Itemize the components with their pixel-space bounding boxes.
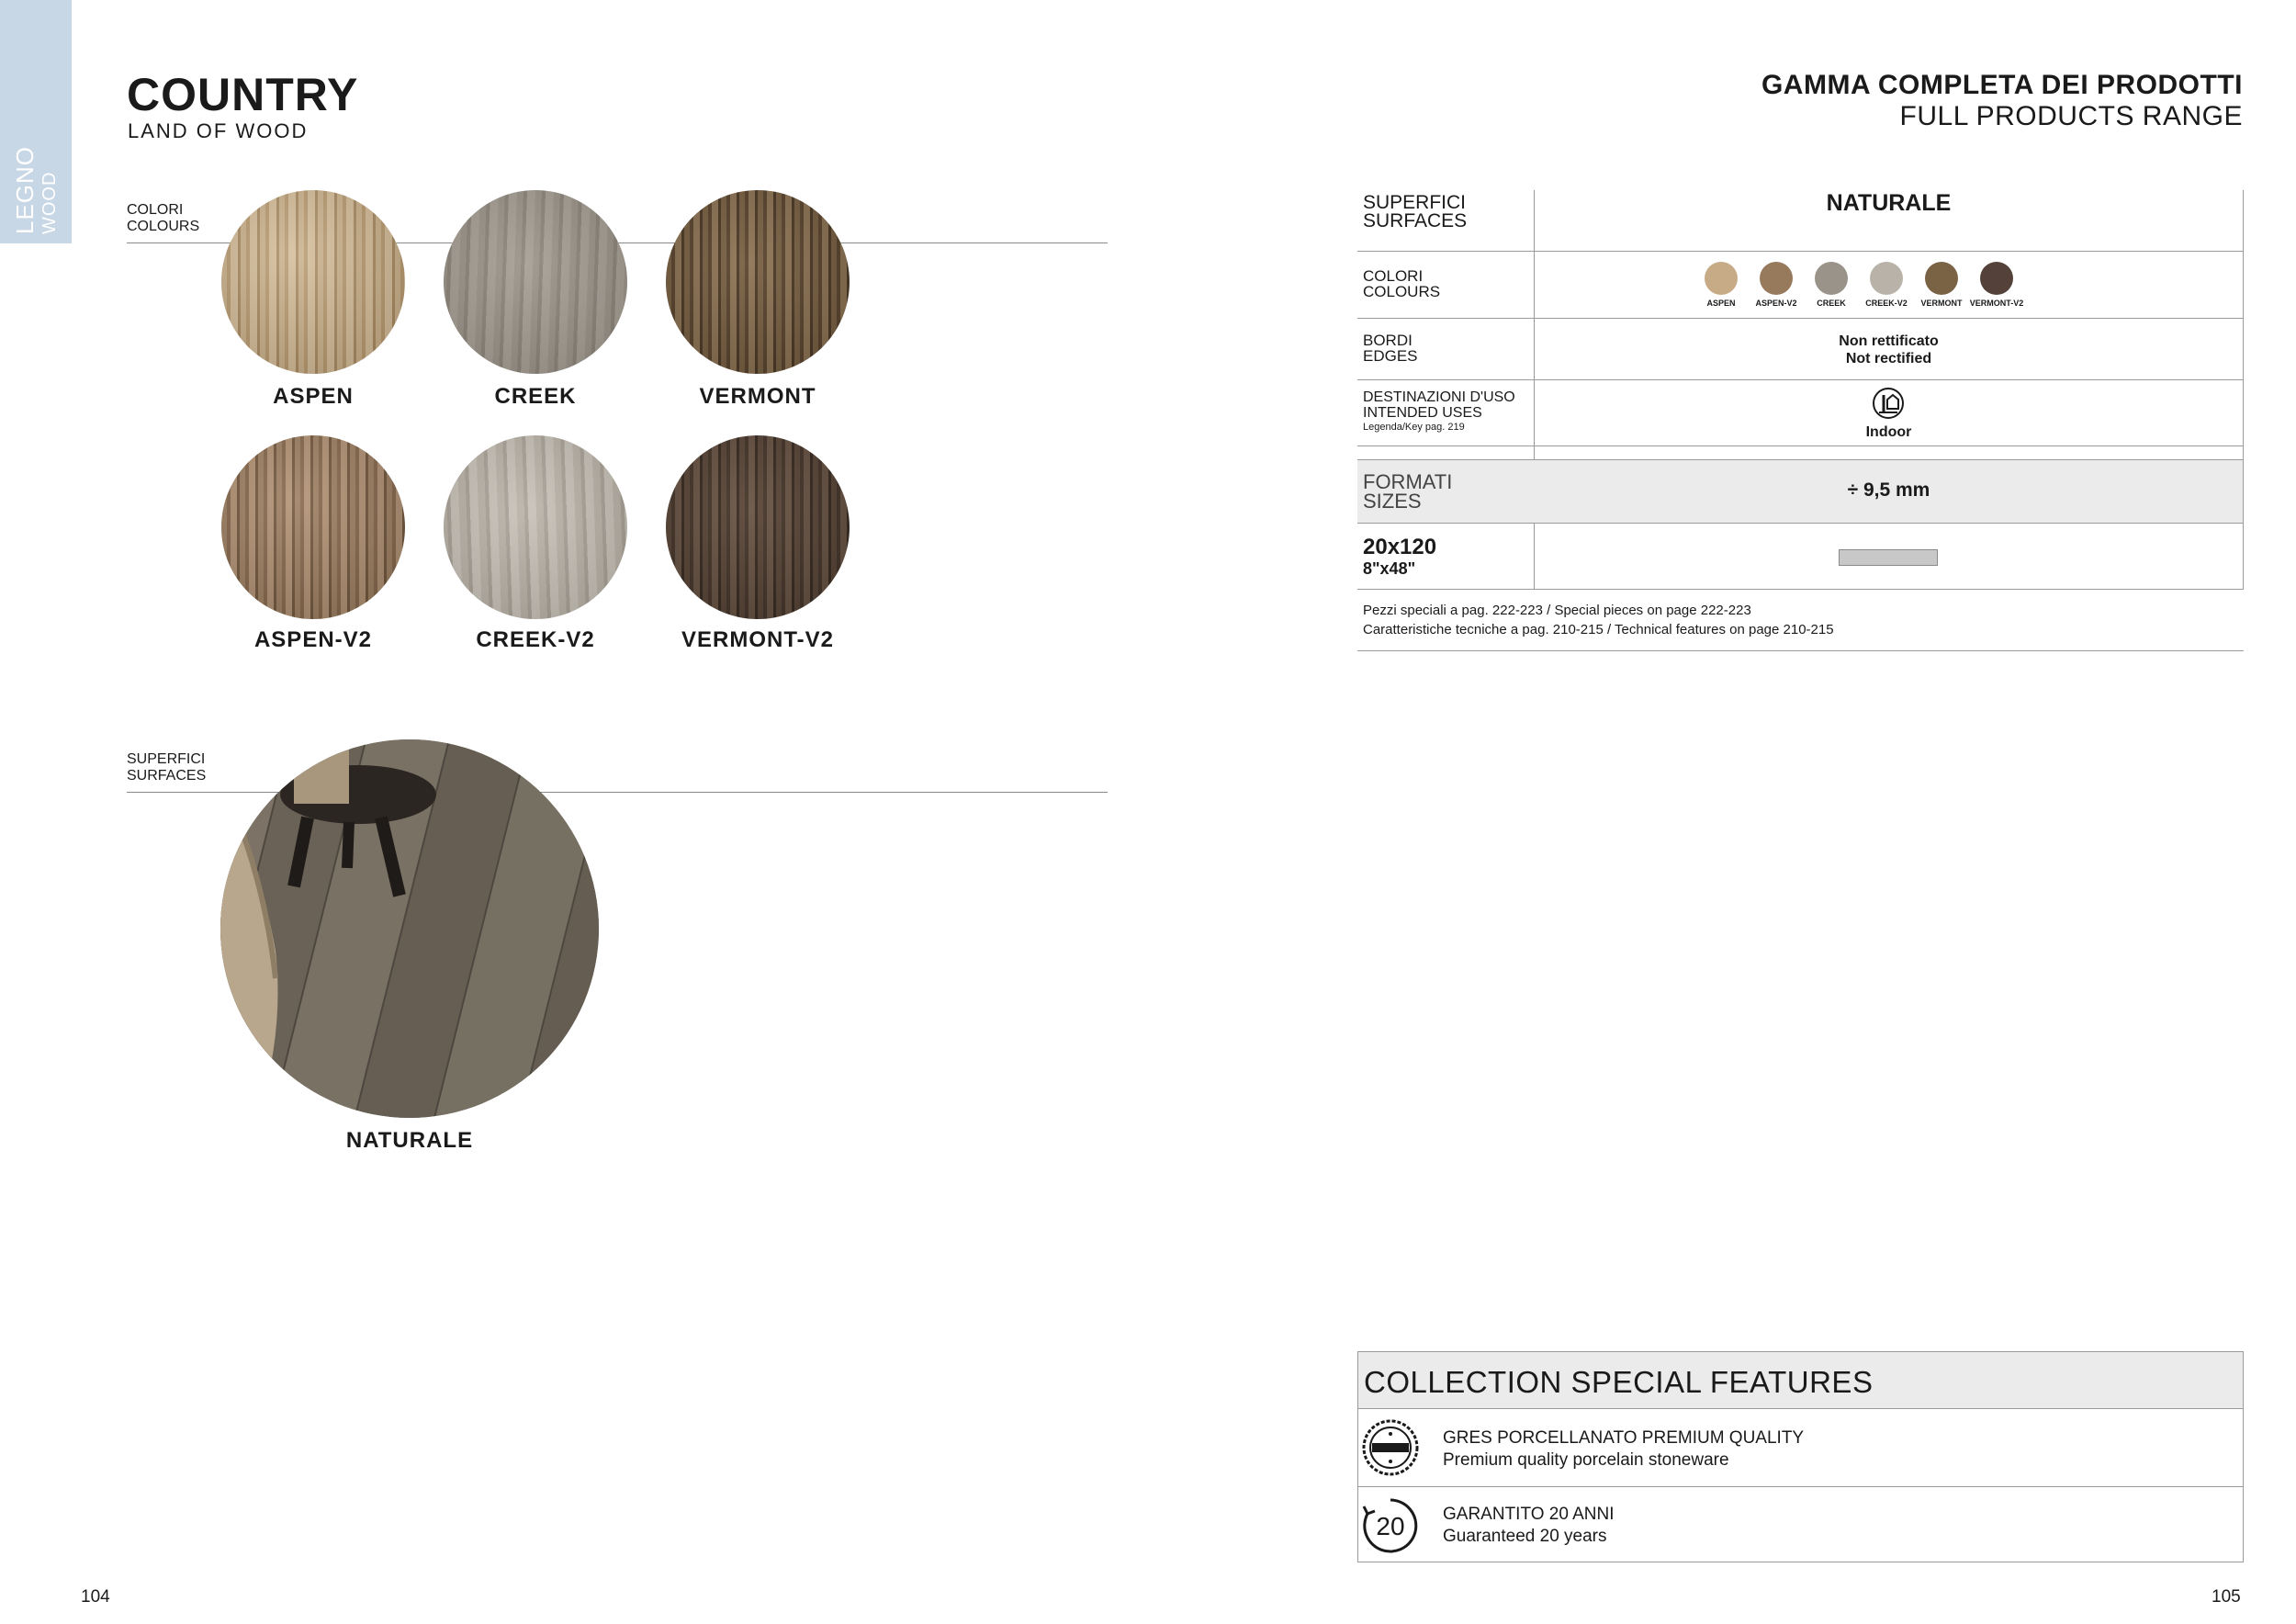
colour-dot-aspen	[1705, 262, 1738, 295]
range-title-it: GAMMA COMPLETA DEI PRODOTTI	[1761, 70, 2243, 100]
page-number-left: 104	[81, 1587, 110, 1607]
premium-quality-badge-icon	[1362, 1419, 1419, 1476]
colour-dot-label: VERMONT	[1920, 299, 1963, 308]
table-rule	[1357, 523, 2244, 524]
20-years-guarantee-icon	[1362, 1497, 1419, 1554]
range-title	[1761, 70, 2243, 132]
table-rule	[1357, 318, 2244, 319]
uses-row-label: DESTINAZIONI D'USO INTENDED USES Legenda/Key pag. 219	[1363, 389, 1515, 433]
edges-value: Non rettificato Not rectified	[1839, 333, 1939, 367]
swatch-label-vermont: VERMONT	[699, 384, 816, 409]
colour-dot-creek-v2	[1870, 262, 1903, 295]
category-label-en: WOOD	[39, 171, 60, 234]
surface-label-naturale: NATURALE	[345, 1128, 474, 1153]
surfaces-section-label: SUPERFICI SURFACES	[127, 751, 207, 784]
colour-dot-label: ASPEN	[1706, 299, 1736, 308]
colour-dot-label: CREEK	[1817, 299, 1846, 308]
page-number-right: 105	[2212, 1587, 2241, 1607]
surfaces-section-rule	[127, 792, 1108, 793]
swatch-label-creek-v2: CREEK-V2	[476, 627, 595, 652]
feature-premium	[1358, 1410, 2243, 1487]
table-rule	[1357, 251, 2244, 252]
swatch-label-vermont-v2: VERMONT-V2	[681, 627, 835, 652]
swatch-label-creek: CREEK	[494, 384, 577, 409]
colours-section-label: COLORI COLOURS	[127, 202, 200, 234]
colour-dot-aspen-v2	[1760, 262, 1793, 295]
surface-photo-naturale	[220, 739, 599, 1118]
indoor-icon	[1872, 387, 1905, 420]
colours-row-label: COLORI COLOURS	[1363, 267, 1441, 300]
feature-guarantee-text: GARANTITO 20 ANNI Guaranteed 20 years	[1443, 1505, 1615, 1546]
special-features-box	[1357, 1351, 2244, 1562]
colour-dot-label: ASPEN-V2	[1755, 299, 1797, 308]
feature-premium-text: GRES PORCELLANATO PREMIUM QUALITY Premium quality porcelain stoneware	[1443, 1428, 1805, 1470]
collection-title: COUNTRY	[127, 69, 359, 120]
surface-value: NATURALE	[1826, 190, 1952, 216]
table-rule	[1357, 589, 2244, 590]
size-format-bar	[1839, 549, 1938, 566]
colour-dot-vermont-v2	[1980, 262, 2013, 295]
swatch-aspen	[221, 190, 405, 374]
colour-dot-label: VERMONT-V2	[1969, 299, 2024, 308]
notes-rule	[1357, 650, 2244, 651]
uses-value: Indoor	[1865, 424, 1912, 440]
range-title-en: FULL PRODUCTS RANGE	[1899, 101, 2243, 131]
size-label: 20x120 8"x48"	[1363, 535, 1437, 578]
swatch-creek-v2	[444, 435, 627, 619]
colour-dot-vermont	[1925, 262, 1958, 295]
swatch-vermont	[666, 190, 850, 374]
svg-text:20: 20	[1376, 1512, 1405, 1540]
colour-dot-label: CREEK-V2	[1865, 299, 1908, 308]
swatch-aspen-v2	[221, 435, 405, 619]
table-notes: Pezzi speciali a pag. 222-223 / Special pieces on page 222-223 Caratteristiche tecniche a pag. 210-215 / Technical features on page 210-215	[1363, 603, 1834, 637]
swatch-label-aspen: ASPEN	[273, 384, 354, 409]
table-rule	[1357, 379, 2244, 380]
swatch-label-aspen-v2: ASPEN-V2	[253, 627, 373, 652]
swatch-vermont-v2	[666, 435, 850, 619]
feature-guarantee	[1358, 1488, 2243, 1562]
swatch-creek	[444, 190, 627, 374]
colour-dot-creek	[1815, 262, 1848, 295]
surfaces-row-label: SUPERFICI SURFACES	[1363, 192, 1468, 231]
thickness-value: ÷ 9,5 mm	[1847, 479, 1930, 501]
category-side-tab	[0, 0, 72, 243]
special-features-header: COLLECTION SPECIAL FEATURES	[1358, 1352, 2243, 1409]
edges-row-label: BORDI EDGES	[1363, 332, 1418, 365]
table-rule	[1357, 445, 2244, 446]
collection-subtitle: LAND OF WOOD	[128, 119, 309, 142]
sizes-row-label: FORMATI SIZES	[1363, 470, 1453, 513]
category-label-it: LEGNO	[11, 145, 39, 234]
